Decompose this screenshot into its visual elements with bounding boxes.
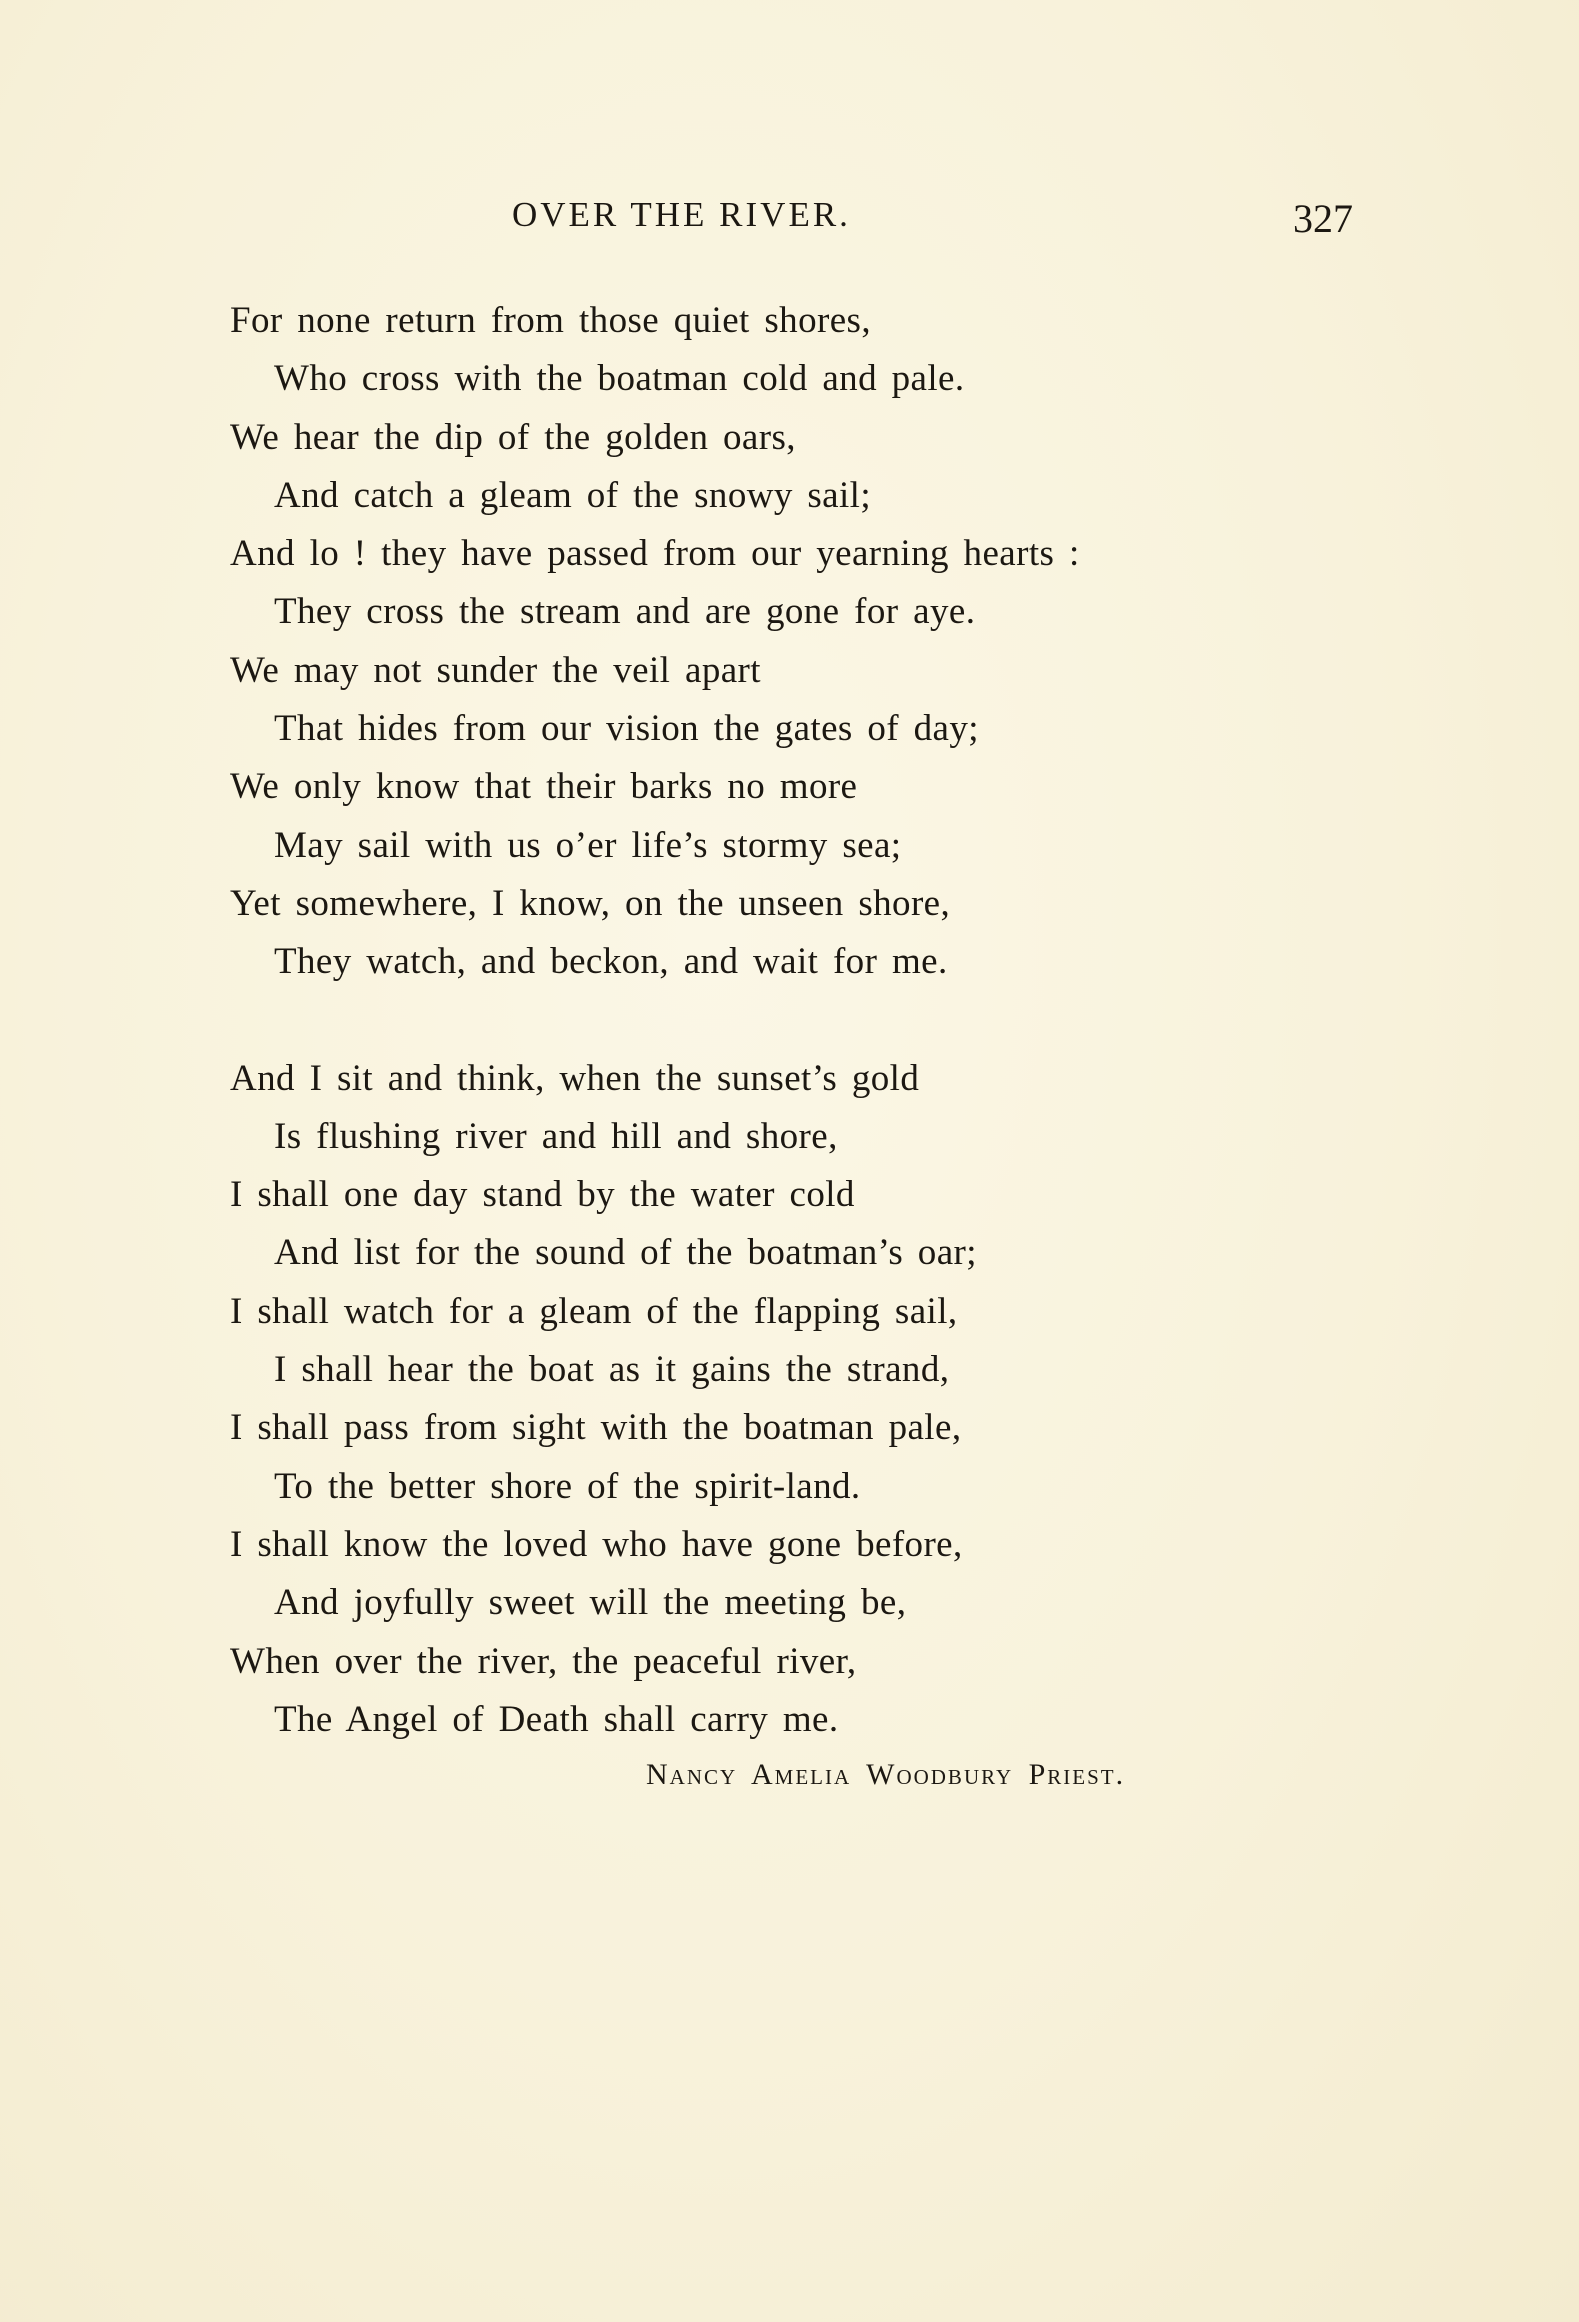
poem-line: I shall hear the boat as it gains the strand, [274, 1349, 950, 1391]
poem-line: I shall watch for a gleam of the flapping sail, [230, 1290, 958, 1332]
poem-line: When over the river, the peaceful river, [230, 1640, 857, 1682]
poem-line: And joyfully sweet will the meeting be, [274, 1582, 907, 1624]
running-title: OVER THE RIVER. [512, 195, 851, 234]
poem-line: We hear the dip of the golden oars, [230, 416, 796, 458]
poem-line: I shall pass from sight with the boatman pale, [230, 1407, 962, 1449]
poem-line: I shall one day stand by the water cold [230, 1174, 855, 1216]
poem-line: And lo ! they have passed from our yearning hearts : [230, 533, 1080, 575]
poem-line: I shall know the loved who have gone before, [230, 1523, 963, 1565]
author-attribution: Nancy Amelia Woodbury Priest. [646, 1758, 1126, 1791]
poem-line: Is flushing river and hill and shore, [274, 1115, 838, 1157]
poem-line: We may not sunder the veil apart [230, 649, 761, 691]
poem-line: We only know that their barks no more [230, 766, 858, 808]
poem-body [230, 292, 1380, 1749]
stanza [230, 1050, 1380, 1750]
poem-line: They watch, and beckon, and wait for me. [274, 941, 948, 983]
poem-line: That hides from our vision the gates of day; [274, 708, 979, 750]
poem-line: And catch a gleam of the snowy sail; [274, 474, 872, 516]
poem-line: And list for the sound of the boatman’s oar; [274, 1232, 977, 1274]
page-number: 327 [1293, 196, 1353, 241]
poem-line: Who cross with the boatman cold and pale. [274, 358, 965, 400]
poem-line: And I sit and think, when the sunset’s gold [230, 1057, 920, 1099]
poem-line: The Angel of Death shall carry me. [274, 1698, 839, 1740]
poem-line: May sail with us o’er life’s stormy sea; [274, 824, 902, 866]
poem-line: To the better shore of the spirit-land. [274, 1465, 861, 1507]
poem-line: For none return from those quiet shores, [230, 300, 871, 341]
running-head [0, 195, 1579, 245]
stanza [230, 292, 1380, 992]
poem-line: Yet somewhere, I know, on the unseen shore, [230, 882, 951, 924]
poem-line: They cross the stream and are gone for aye. [274, 591, 976, 633]
